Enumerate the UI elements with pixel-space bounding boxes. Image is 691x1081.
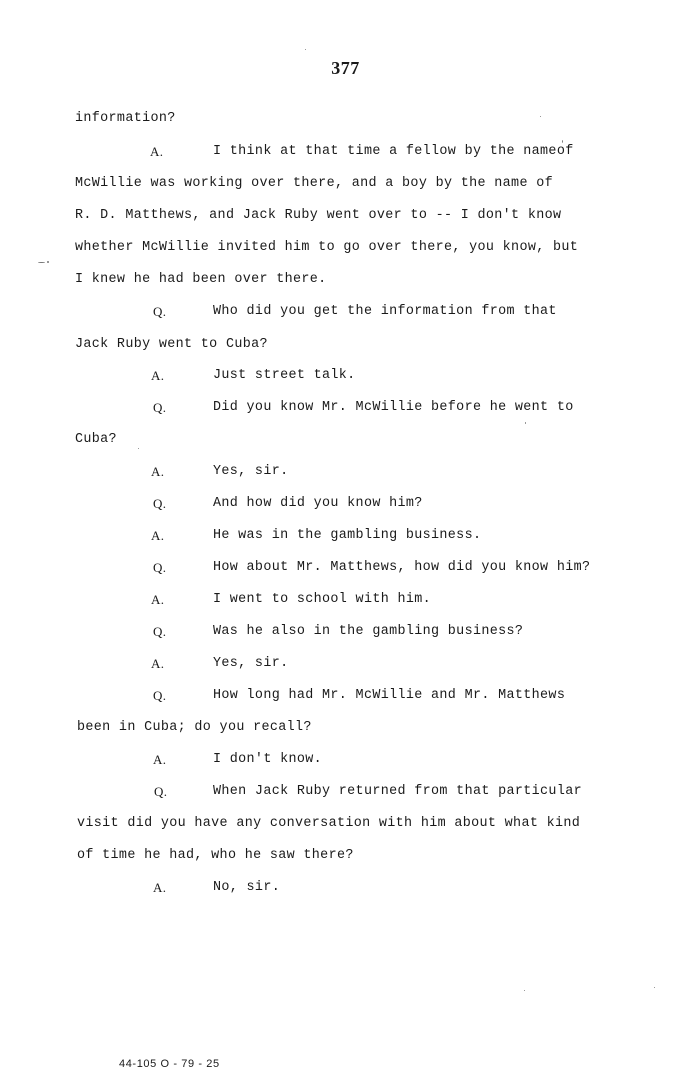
speaker-label: Q. [153, 496, 167, 511]
transcript-line: information? [75, 111, 176, 126]
footer-print-code: 44-105 O - 79 - 25 [119, 1058, 220, 1070]
transcript-line: whether McWillie invited him to go over there, you know, but [75, 240, 579, 255]
scan-speck [38, 262, 45, 263]
scan-speck [654, 987, 655, 988]
scan-speck [524, 990, 525, 991]
transcript-line: Did you know Mr. McWillie before he went to [213, 400, 574, 415]
transcript-line: McWillie was working over there, and a boy by the name of [75, 176, 553, 191]
transcript-line: I don't know. [213, 752, 323, 767]
transcript-line: Just street talk. [213, 368, 356, 383]
speaker-label: Q. [153, 400, 167, 415]
scan-speck [562, 140, 563, 143]
speaker-label: A. [151, 592, 165, 607]
transcript-line: visit did you have any conversation with him about what kind [77, 816, 581, 831]
transcript-line: How about Mr. Matthews, how did you know him? [213, 560, 591, 575]
transcript-line: I think at that time a fellow by the nameof [213, 144, 574, 159]
transcript-line: of time he had, who he saw there? [77, 848, 354, 863]
transcript-line: Yes, sir. [213, 656, 289, 671]
transcript-line: He was in the gambling business. [213, 528, 482, 543]
speaker-label: A. [153, 880, 167, 895]
speaker-label: A. [151, 656, 165, 671]
transcript-line: I went to school with him. [213, 592, 432, 607]
speaker-label: Q. [153, 624, 167, 639]
speaker-label: Q. [153, 304, 167, 319]
transcript-line: When Jack Ruby returned from that particular [213, 784, 582, 799]
speaker-label: A. [151, 368, 165, 383]
scan-speck [525, 422, 526, 424]
speaker-label: Q. [153, 560, 167, 575]
speaker-label: A. [153, 752, 167, 767]
scan-speck [305, 49, 306, 50]
transcript-line: R. D. Matthews, and Jack Ruby went over to -- I don't know [75, 208, 562, 223]
transcript-line: Yes, sir. [213, 464, 289, 479]
speaker-label: A. [151, 464, 165, 479]
transcript-line: Who did you get the information from that [213, 304, 557, 319]
speaker-label: A. [150, 144, 164, 159]
scan-speck [138, 448, 139, 449]
speaker-label: A. [151, 528, 165, 543]
speaker-label: Q. [153, 688, 167, 703]
transcript-line: No, sir. [213, 880, 281, 895]
transcript-line: Was he also in the gambling business? [213, 624, 524, 639]
transcript-line: And how did you know him? [213, 496, 423, 511]
transcript-line: Jack Ruby went to Cuba? [75, 337, 268, 352]
scan-speck [540, 116, 541, 117]
transcript-line: been in Cuba; do you recall? [77, 720, 312, 735]
transcript-line: Cuba? [75, 432, 117, 447]
transcript-line: I knew he had been over there. [75, 272, 327, 287]
transcript-line: How long had Mr. McWillie and Mr. Matthews [213, 688, 566, 703]
page-number: 377 [331, 58, 360, 78]
scan-speck [47, 261, 49, 263]
speaker-label: Q. [154, 784, 168, 799]
